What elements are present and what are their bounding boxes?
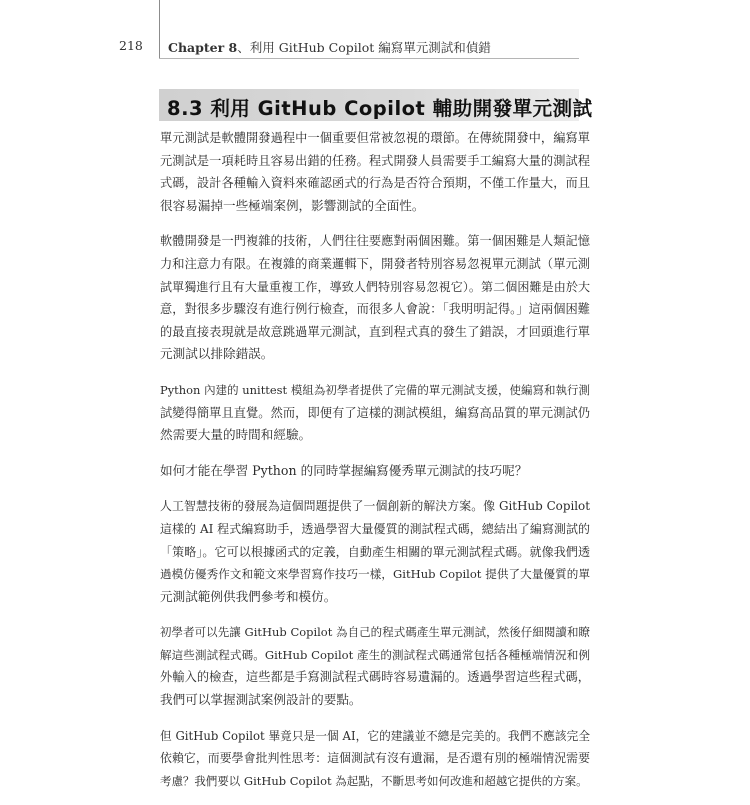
text-line: 初學者可以先讓 GitHub Copilot 為自己的程式碼產生單元測試，然後仔細閱讀和瞭 (160, 625, 590, 640)
text-line: 外輸入的檢查，這些都是手寫測試程式碼時容易遺漏的。透過學習這些程式碼， (160, 670, 590, 685)
paragraph-2 (160, 230, 590, 366)
text-line: 人工智慧技術的發展為這個問題提供了一個創新的解決方案。像 GitHub Copilot (160, 499, 590, 514)
body-text (160, 127, 590, 805)
paragraph-1 (160, 127, 590, 217)
header-vertical-rule (159, 0, 160, 58)
text-line: 我們可以掌握測試案例設計的要點。 (160, 692, 362, 708)
chapter-label: Chapter 8 (168, 40, 238, 55)
text-line: 「策略」。它可以根據函式的定義，自動產生相關的單元測試程式碼。就像我們透 (160, 544, 590, 559)
text-line: 意，對很多步驟沒有進行例行檢查，而很多人會說：「我明明記得。」這兩個困難 (160, 302, 590, 317)
text-line: 這樣的 AI 程式編寫助手，透過學習大量優質的測試程式碼，總結出了編寫測試的 (160, 521, 590, 536)
paragraph-4 (160, 460, 590, 483)
section-title: 利用 GitHub Copilot 輔助開發單元測試 (210, 97, 593, 120)
text-line: 很容易漏掉一些極端案例，影響測試的全面性。 (160, 197, 425, 213)
text-line: 試單獨進行且有大量重複工作，導致人們特別容易忽視它）。第二個困難是由於大 (160, 279, 590, 294)
text-line: 單元測試是軟體開發過程中一個重要但常被忽視的環節。在傳統開發中，編寫單 (160, 131, 590, 145)
text-line: 元測試以排除錯誤。 (160, 346, 274, 362)
text-line: 依賴它，而要學會批判性思考：這個測試有沒有遺漏，是否還有別的極端情況需要 (160, 751, 590, 766)
text-line: 的最直接表現就是故意跳過單元測試，直到程式真的發生了錯誤，才回頭進行單 (160, 324, 590, 339)
header-horizontal-rule (159, 58, 579, 59)
section-heading (167, 93, 593, 121)
text-line: 但 GitHub Copilot 畢竟只是一個 AI，它的建議並不總是完美的。我們不應該完全 (160, 728, 590, 743)
text-line: 解這些測試程式碼。GitHub Copilot 產生的測試程式碼通常包括各種極端情況和例 (160, 647, 590, 662)
paragraph-7 (160, 725, 590, 793)
text-line: 然需要大量的時間和經驗。 (160, 427, 312, 443)
page-number: 218 (119, 38, 143, 53)
text-line: 過模仿優秀作文和範文來學習寫作技巧一樣，GitHub Copilot 提供了大量優質的單 (160, 567, 590, 582)
paragraph-6 (160, 621, 590, 711)
text-line: 力和注意力有限。在複雜的商業邏輯下，開發者特別容易忽視單元測試（單元測 (160, 256, 590, 271)
text-line: 試變得簡單且直覺。然而，即便有了這樣的測試模組，編寫高品質的單元測試仍 (160, 405, 590, 420)
text-line: 軟體開發是一門複雜的技術，人們往往要應對兩個困難。第一個困難是人類記憶 (160, 234, 590, 249)
text-line: 如何才能在學習 Python 的同時掌握編寫優秀單元測試的技巧呢？ (160, 462, 528, 478)
section-number: 8.3 (167, 97, 204, 120)
running-header (0, 0, 750, 62)
paragraph-5 (160, 495, 590, 608)
paragraph-3 (160, 379, 590, 447)
text-line: 元測試範例供我們參考和模仿。 (160, 588, 337, 604)
text-line: Python 內建的 unittest 模組為初學者提供了完備的單元測試支援，使編寫和執行測 (160, 382, 590, 397)
chapter-heading (168, 38, 491, 56)
chapter-title: 、利用 GitHub Copilot 編寫單元測試和偵錯 (237, 40, 491, 55)
text-line: 考慮？我們要以 GitHub Copilot 為起點，不斷思考如何改進和超越它提供的方案。 (160, 773, 588, 788)
text-line: 元測試是一項耗時且容易出錯的任務。程式開發人員需要手工編寫大量的測試程 (160, 153, 590, 168)
text-line: 式碼，設計各種輸入資料來確認函式的行為是否符合預期，不僅工作量大，而且 (160, 176, 590, 191)
